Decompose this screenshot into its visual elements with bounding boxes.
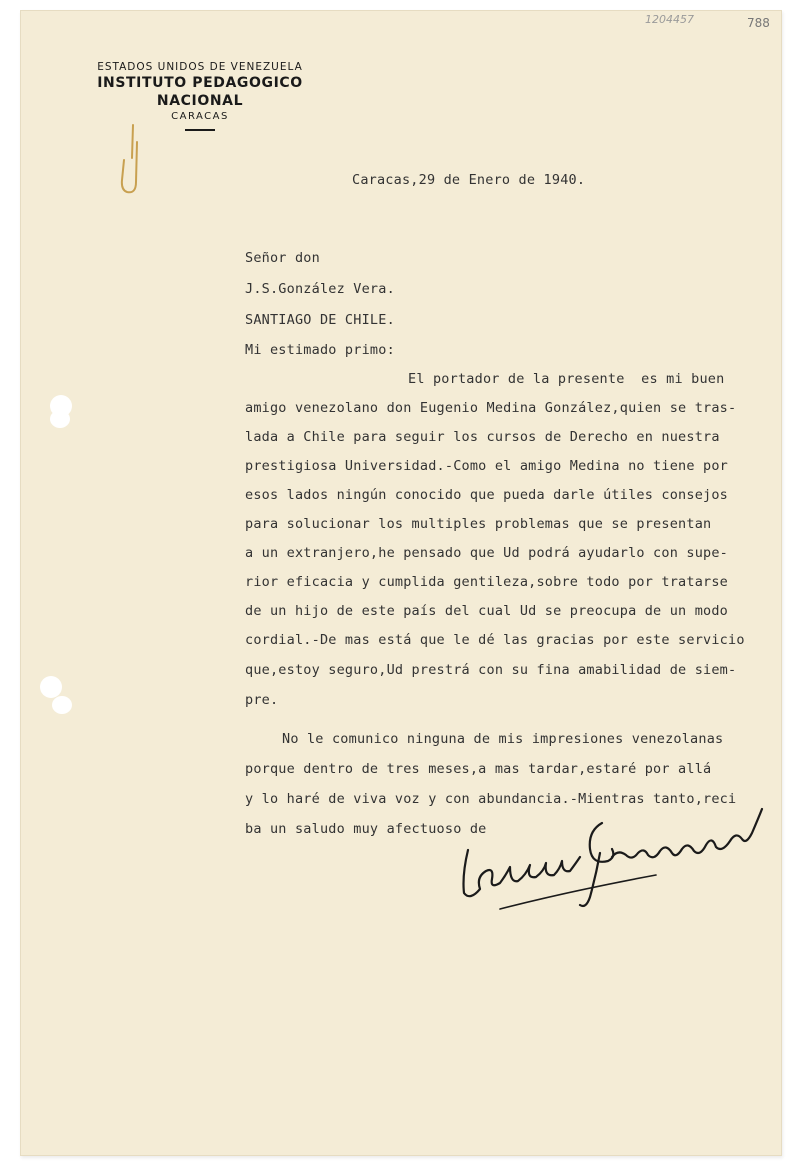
recipient-line: J.S.González Vera. (245, 281, 395, 297)
punch-hole-bottom (40, 676, 62, 698)
body-line: que,estoy seguro,Ud prestrá con su fina amabilidad de siem- (245, 662, 737, 678)
catalog-number: 1204457 (645, 13, 694, 26)
body-line: rior eficacia y cumplida gentileza,sobre todo por tratarse (245, 574, 729, 590)
letterhead-institution: INSTITUTO PEDAGOGICO NACIONAL (97, 75, 303, 109)
body-line: a un extranjero,he pensado que Ud podrá ayudarlo con supe- (245, 545, 729, 561)
letterhead (55, 60, 345, 131)
body-line: amigo venezolano don Eugenio Medina González,quien se tras- (245, 400, 737, 416)
punch-hole-top-2 (50, 410, 70, 428)
body-line: ba un saludo muy afectuoso de (245, 821, 487, 837)
letterhead-country: ESTADOS UNIDOS DE VENEZUELA (97, 61, 303, 73)
recipient-line: SANTIAGO DE CHILE. (245, 312, 395, 328)
letter-date: Caracas,29 de Enero de 1940. (352, 172, 586, 188)
body-line: para solucionar los multiples problemas que se presentan (245, 516, 712, 532)
body-line: cordial.-De mas está que le dé las gracias por este servicio (245, 632, 745, 648)
paperclip-mark (115, 120, 155, 200)
body-line: de un hijo de este país del cual Ud se preocupa de un modo (245, 603, 729, 619)
body-line: lada a Chile para seguir los cursos de Derecho en nuestra (245, 429, 720, 445)
body-line: No le comunico ninguna de mis impresiones venezolanas (282, 731, 724, 747)
body-line: pre. (245, 692, 279, 708)
punch-hole-bottom-2 (52, 696, 72, 714)
body-line: El portador de la presente es mi buen (408, 371, 725, 387)
body-line: y lo haré de viva voz y con abundancia.-Mientras tanto,reci (245, 791, 737, 807)
body-line: porque dentro de tres meses,a mas tardar,estaré por allá (245, 761, 712, 777)
letterhead-rule (185, 129, 215, 131)
letterhead-city: CARACAS (171, 111, 229, 122)
folio-number: 788 (747, 16, 770, 30)
handwritten-signature (440, 805, 770, 915)
body-line: prestigiosa Universidad.-Como el amigo Medina no tiene por (245, 458, 729, 474)
body-line: esos lados ningún conocido que pueda darle útiles consejos (245, 487, 729, 503)
salutation: Mi estimado primo: (245, 342, 395, 358)
recipient-line: Señor don (245, 250, 320, 266)
